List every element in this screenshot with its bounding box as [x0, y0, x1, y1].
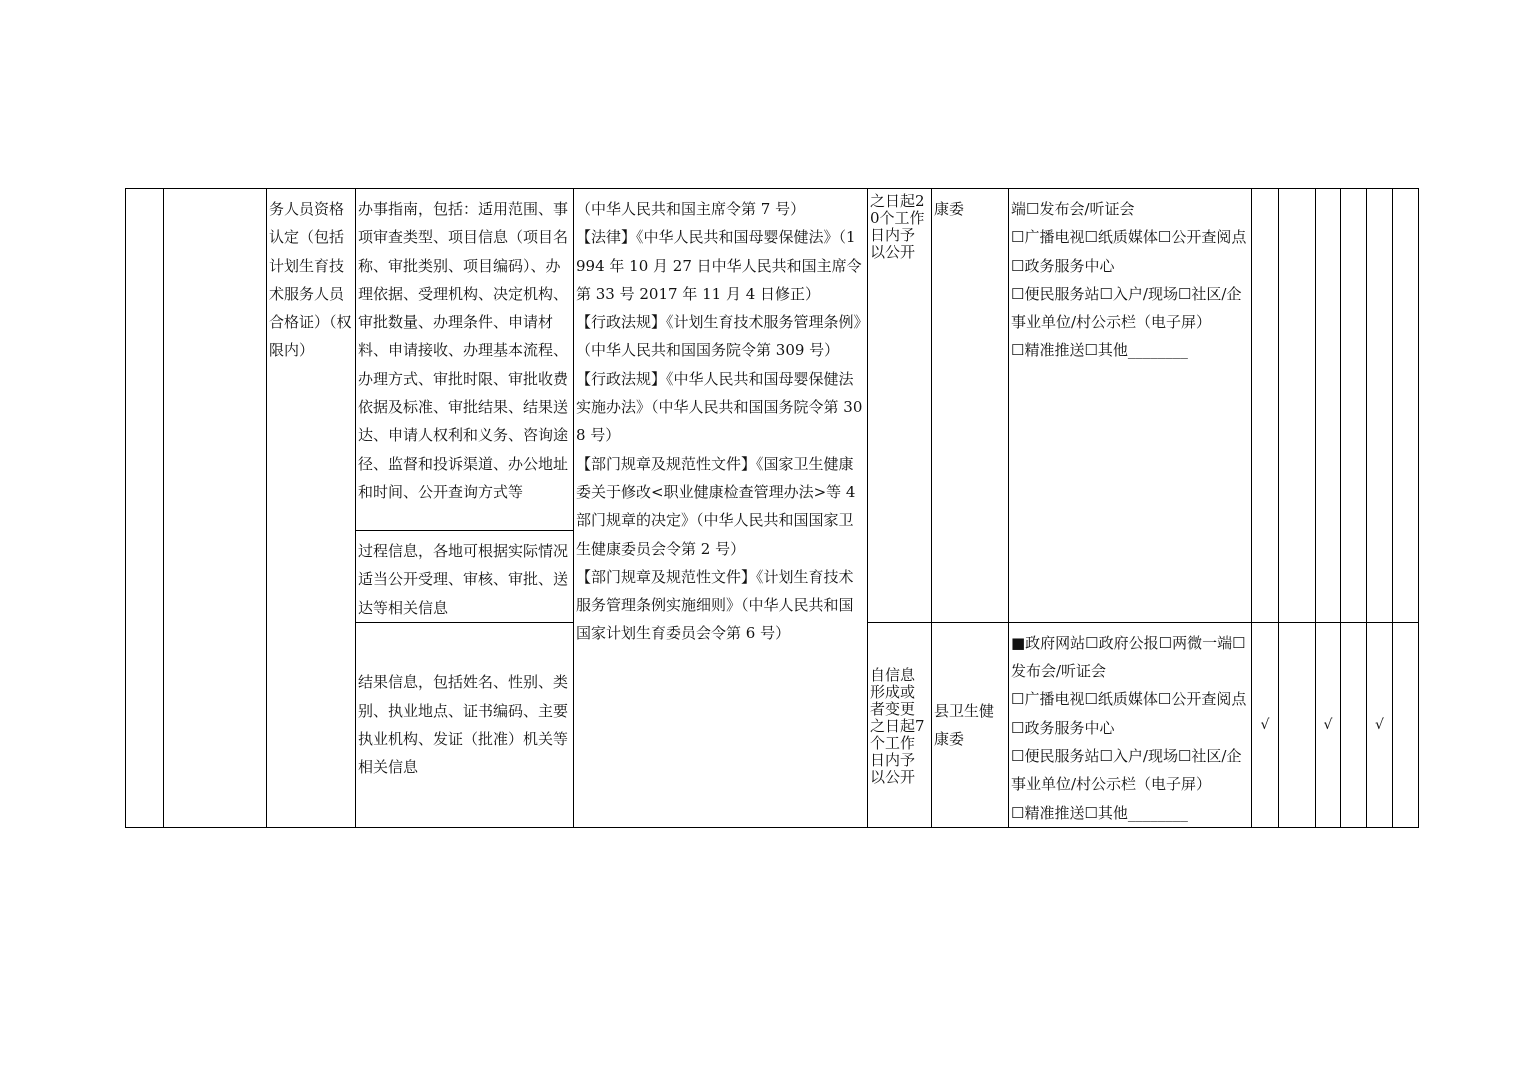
content-guide-text: 办事指南，包括：适用范围、事项审查类型、项目信息（项目名称、审批类别、项目编码）、办理依据、受理机构、决定机构、审批数量、办理条件、申请材料、申请接收、办理基本流程、办理方式、审批时限、审批收费依据及标准、审批结果、结果送达、申请人权利和义务、咨询途径、监督和投诉渠道、办公地址和时间、公开查询方式等 [358, 200, 569, 501]
channels-text-2: ■政府网站☐政府公报☐两微一端☐发布会/听证会 ☐广播电视☐纸质媒体☐公开查阅点☐政务服务中心 ☐便民服务站☐入户/现场☐社区/企事业单位/村公示栏（电子屏） ☐精准推送☐其他________ [1011, 633, 1247, 822]
check-mark-1: √ [1252, 622, 1279, 827]
subject-cell-1 [932, 189, 1009, 623]
check-cell-1-6 [1393, 189, 1419, 623]
content-process-text: 过程信息，各地可根据实际情况适当公开受理、审核、审批、送达等相关信息 [358, 542, 569, 617]
subject-text-2: 县卫生健康委 [934, 701, 995, 748]
check-cell-1-2 [1279, 189, 1316, 623]
index-cell [126, 189, 164, 828]
channels-cell-2 [1009, 622, 1252, 827]
check-mark-4 [1341, 622, 1367, 827]
subject-text-1: 康委 [934, 200, 965, 218]
item-name-cell [267, 189, 356, 828]
basis-text: （中华人民共和国主席令第 7 号） 【法律】《中华人民共和国母婴保健法》（1994 年 10 月 27 日中华人民共和国主席令第 33 号 2017 年 11 月 4 日修正） 【行政法规】《计划生育技术服务管理条例》（中华人民共和国国务院令第 309 号） 【行政法规】《中华人民共和国母婴保健法实施办法》（中华人民共和国国务院令第 308 号） 【部门规章及规范性文件】《国家卫生健康委关于修改<职业健康检查管理办法>等 4 部门规章的决定》（中华人民共和国国家卫生健康委员会令第 2 号） 【部门规章及规范性文件】《计划生育技术服务管理条例实施细则》（中华人民共和国国家计划生育委员会令第 6 号） [576, 200, 863, 643]
content-cell-guide [356, 189, 574, 531]
check-mark-6 [1393, 622, 1419, 827]
channels-text-1: 端☐发布会/听证会 ☐广播电视☐纸质媒体☐公开查阅点☐政务服务中心 ☐便民服务站☐入户/现场☐社区/企事业单位/村公示栏（电子屏） ☐精准推送☐其他________ [1011, 200, 1247, 360]
subject-cell-2 [932, 622, 1009, 827]
check-cell-1-3 [1316, 189, 1341, 623]
basis-cell [574, 189, 868, 828]
check-cell-1-4 [1341, 189, 1367, 623]
time-limit-cell-2 [868, 622, 932, 827]
check-cell-1-5 [1367, 189, 1393, 623]
content-result-text: 结果信息，包括姓名、性别、类别、执业地点、证书编码、主要执业机构、发证（批准）机关等相关信息 [358, 673, 569, 777]
content-cell-process [356, 531, 574, 623]
check-cell-1-1 [1252, 189, 1279, 623]
check-mark-5: √ [1367, 622, 1393, 827]
content-cell-result [356, 622, 574, 827]
disclosure-table [125, 188, 1419, 828]
category-cell [164, 189, 267, 828]
item-name-text: 务人员资格认定（包括计划生育技术服务人员合格证）（权限内） [269, 200, 352, 360]
check-mark-2 [1279, 622, 1316, 827]
time-limit-text-1: 之日起20个工作日内予以公开 [870, 192, 925, 261]
time-limit-cell-1 [868, 189, 932, 623]
check-mark-3: √ [1316, 622, 1341, 827]
channels-cell-1 [1009, 189, 1252, 623]
time-limit-text-2: 自信息形成或者变更之日起7个工作日内予以公开 [870, 666, 925, 787]
